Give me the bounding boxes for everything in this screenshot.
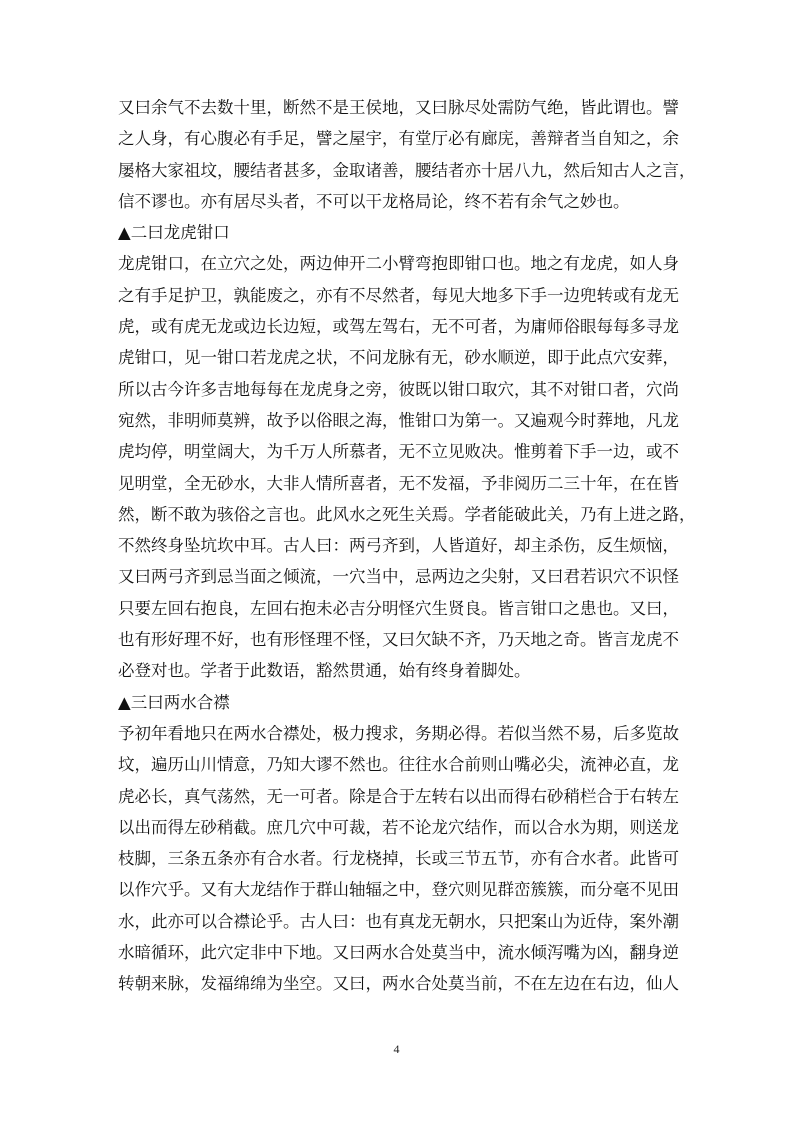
text-line: 之人身，有心腹必有手足，譬之屋宇，有堂厅必有廊庑，善辩者当自知之，余 xyxy=(118,129,679,149)
page-body xyxy=(118,92,696,1000)
text-line: 又曰两弓齐到忌当面之倾流，一穴当中，忌两边之尖射，又曰君若识穴不识怪 xyxy=(118,567,679,587)
text-line: 龙虎钳口，在立穴之处，两边伸开二小臂弯抱即钳口也。地之有龙虎，如人身 xyxy=(118,254,679,274)
text-line: 转朝来脉，发福绵绵为坐空。又曰，两水合处莫当前，不在左边在右边，仙人 xyxy=(118,974,679,994)
text-line: 以作穴乎。又有大龙结作于群山轴辐之中，登穴则见群峦簇簇，而分毫不见田 xyxy=(118,880,679,900)
text-line: 不然终身坠坑坎中耳。古人曰：两弓齐到，人皆道好，却主杀伤，反生烦恼， xyxy=(118,536,679,556)
text-line: 只要左回右抱良，左回右抱未必吉分明怪穴生贤良。皆言钳口之患也。又曰， xyxy=(118,598,679,618)
section-heading: ▲二曰龙虎钳口 xyxy=(118,223,230,243)
text-line: 以出而得左砂稍截。庶几穴中可裁，若不论龙穴结作，而以合水为期，则送龙 xyxy=(118,817,679,837)
text-line: 信不谬也。亦有居尽头者，不可以干龙格局论，终不若有余气之妙也。 xyxy=(118,191,630,211)
text-line: 虎，或有虎无龙或边长边短，或驾左驾右，无不可者，为庸师俗眼每每多寻龙 xyxy=(118,317,679,337)
text-line: 水，此亦可以合襟论乎。古人曰：也有真龙无朝水，只把案山为近侍，案外潮 xyxy=(118,911,679,931)
text-line: 枝脚，三条五条亦有合水者。行龙桡掉，长或三节五节，亦有合水者。此皆可 xyxy=(118,849,679,869)
text-line: 虎必长，真气荡然，无一可者。除是合于左转右以出而得右砂稍栏合于右转左 xyxy=(118,786,679,806)
text-line: 之有手足护卫，孰能废之，亦有不尽然者，每见大地多下手一边兜转或有龙无 xyxy=(118,285,679,305)
text-line: 宛然，非明师莫辨，故予以俗眼之海，惟钳口为第一。又遍观今时葬地，凡龙 xyxy=(118,410,679,430)
text-line: 又曰余气不去数十里，断然不是王侯地，又曰脉尽处需防气绝，皆此谓也。譬 xyxy=(118,98,679,117)
text-line: 水暗循环，此穴定非中下地。又曰两水合处莫当中，流水倾泻嘴为凶，翻身逆 xyxy=(118,943,679,963)
text-line: 予初年看地只在两水合襟处，极力搜求，务期必得。若似当然不易，后多览故 xyxy=(118,723,679,743)
text-line: 见明堂，全无砂水，大非人情所喜者，无不发福，予非阅历二三十年，在在皆 xyxy=(118,473,679,493)
text-line: 虎钳口，见一钳口若龙虎之状，不问龙脉有无，砂水顺逆，即于此点穴安葬， xyxy=(118,348,679,368)
text-line: 坟，遍历山川情意，乃知大谬不然也。往往水合前则山嘴必尖，流神必直，龙 xyxy=(118,755,679,775)
text-line: 也有形好理不好，也有形怪理不怪，又曰欠缺不齐，乃天地之奇。皆言龙虎不 xyxy=(118,630,679,650)
text-line: 所以古今许多吉地每每在龙虎身之旁，彼既以钳口取穴，其不对钳口者，穴尚 xyxy=(118,379,679,399)
text-line: 屡格大家祖坟，腰结者甚多，金取诸善，腰结者亦十居八九，然后知古人之言， xyxy=(118,160,696,180)
section-heading: ▲三曰两水合襟 xyxy=(118,692,230,712)
text-line: 必登对也。学者于此数语，豁然贯通，始有终身着脚处。 xyxy=(118,661,531,681)
text-line: 虎均停，明堂阔大，为千万人所慕者，无不立见败决。惟剪着下手一边，或不 xyxy=(118,442,679,462)
page-number: 4 xyxy=(393,1042,400,1056)
text-line: 然，断不敢为骇俗之言也。此风水之死生关焉。学者能破此关，乃有上进之路， xyxy=(118,504,696,524)
